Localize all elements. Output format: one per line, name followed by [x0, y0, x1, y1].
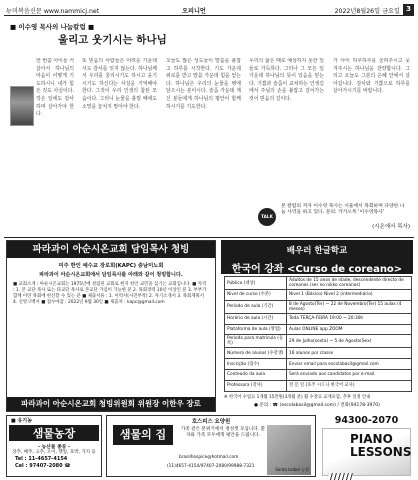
row-value: Adultos de 15 anos de idade, descendente directo de coreanos (ser no nikko coreanos) — [287, 277, 412, 290]
ad-line-1: 미주 한인 예수교 장로회(KAPC) 중남미노회 — [58, 263, 164, 269]
table-row — [225, 300, 412, 313]
table-row — [225, 369, 412, 380]
row-label: Período de aula (기간) — [225, 300, 287, 313]
article-title: 울리고 웃기시는 하나님 — [58, 34, 167, 46]
row-value: Nivel 1 (Básico) Nivel 2 (intermediário) — [287, 290, 412, 301]
ad-footer: 파라과이 아순시온교회 청빙위원회 위원장 이한우 장로 — [7, 397, 215, 411]
ad-line-2: 파라과이 아순시온교회에서 담임목사를 아래와 같이 청빙합니다. — [39, 272, 183, 278]
issue-date: 2022년8월26일 금요일 — [334, 8, 400, 15]
ad-body: ■ 교회소개 : 아순시온교회는 1975년에 설립된 교회로 현지 한인 교민을 섬기는 교회입니다. ■ 자격 : 1. 본 교단 목사 또는 타교단 목사로 본교단 가입이 가능한 분 2. 목회경력 10년 이상인 분 3. 부부가 함께 이민 목회에 헌신할 수 있는 분 ■ 제출서류 : 1. 이력서(사진부착) 2. 자기소개서 3. 목회계획서 4. 신앙고백서 ■ 접수마감 : 2022년 9월 30일 ■ 제출처 : kapc@gmail.com — [13, 282, 207, 306]
piano-phone: 94300-2070 — [334, 415, 399, 426]
piano-label-2: LESSONS — [350, 445, 412, 459]
row-value: 29 de Julho(sexta) ~ 5 de Agosto(Sex) — [287, 335, 412, 348]
article-kicker: ■ 이수영 목사의 나눔칼럼 ■ — [10, 23, 95, 31]
farm-ad — [6, 415, 102, 477]
farm-name: 샘물농장 — [9, 425, 99, 441]
article-column-1 — [8, 58, 74, 236]
article-column-2: 또 믿음의 사람들은 어려운 가운데서도 감사를 잊지 않는다. 하나님께서 우리를 울리시기도 하시고 웃기시기도 하신다는 사실을 기억해야 한다. 그것이 우리 인생의 참된 모습이다. 그러니 눈물을 흘릴 때에도 소망을 놓치지 말아야 한다. — [82, 58, 157, 110]
row-label: Inscrição (접수) — [225, 359, 287, 370]
hospice-photo-caption: Santa Isabel 농장 — [275, 467, 309, 472]
row-value: Enviar email para escolabasil@gmail.com — [287, 359, 412, 370]
section-name: 오피니언 — [182, 8, 206, 15]
table-row — [225, 277, 412, 290]
hospice-ad — [106, 415, 316, 477]
farm-tel: Tel : 11-4657-4154 — [15, 456, 68, 462]
row-value: 8 de Agosto(Ter) ~ 22 de Novembro(Ter) 15 aulas (4 meses) — [287, 300, 412, 313]
piano-label-1: PIANO — [350, 432, 393, 446]
row-value: Aulas ONLINE app ZOOM — [287, 324, 412, 335]
article-byline: (시온에서 목사) — [372, 224, 410, 230]
author-bio: 본 칼럼의 저자 이수영 목사는 서울에서 목회하며 다양한 나눔 사역을 하고 있다. 문의: 카카오톡 '이수영목사' — [281, 204, 405, 216]
farm-cel: Cel : 97407-2080 ☎ — [15, 462, 71, 469]
table-row — [225, 348, 412, 359]
korean-class-ad — [221, 240, 413, 412]
row-value: 전 문 일 (호주 시드니 한국어 교사) — [287, 380, 412, 391]
table-row — [225, 313, 412, 324]
hospice-category: 호스피스 요양원 — [191, 419, 231, 425]
ad-title: 파라과이 아순시온교회 담임목사 청빙 — [7, 241, 215, 258]
hospice-text: 가족 같은 분위기에서 정성껏 모십니다. 환자와 가족 모두에게 평안을 드립니다. — [180, 427, 266, 439]
article-column-5: 가 아이 하루하루를 울려주시고 웃겨주시는 하나님을 찬양합니다. 그리고 오늘도 그분의 은혜 안에서 살아갑니다. 감사와 기쁨으로 하루를 살아가시기를 바랍니다. — [333, 58, 410, 95]
piano-label — [350, 433, 411, 459]
hospice-tel: (11)4657-4154/97407-2080/99988-7321 — [167, 464, 255, 469]
class-info-table — [224, 276, 412, 392]
class-ad-header-2: 한국어 강좌 <Curso de coreano> — [231, 264, 403, 275]
class-ad-note: ※ 한국어 수업료 1개월 15만원(3개월 분) 월 수강료 교재포함, 추후 일정 안내 — [224, 394, 371, 400]
row-label: Público (대상) — [225, 277, 287, 290]
table-row — [225, 324, 412, 335]
article-column-1-text: 한 번쯤 아이들 거 살아서 하나님의 마음이 어떻게 기도하시니 내가 힘든 것도 사실이다. 작은 일에도 감사하며 살아가야 한다. — [36, 58, 74, 118]
site-name: 뉴미복음신문 www.nammicj.net — [6, 8, 100, 15]
table-row — [225, 290, 412, 301]
row-label: Número de alunos (수강생) — [225, 348, 287, 359]
article-column-4: 우리의 삶은 때로 예상하지 못한 일들로 가득하다. 그러나 그 모든 일 가운데 하나님의 뜻이 있음을 믿는다. 기쁨과 슬픔이 교차하는 인생길에서 주님의 손을 붙잡고 걸어가는 것이 믿음의 길이다. — [249, 58, 324, 102]
page-header — [4, 4, 414, 16]
row-label: Período para matrícula (등록) — [225, 335, 287, 348]
farm-category: ■ 유기농 — [11, 418, 32, 424]
piano-ad — [320, 415, 413, 477]
article-column-3: 오늘도 많은 성도들이 말씀을 붙잡고 하루를 시작한다. 기도 가운데 위로를 받고 말씀 가운데 힘을 얻는다. 하나님은 우리의 눈물을 병에 담으시는 분이시다. 슬픔 가운데 계신 분들에게 하나님의 평안이 함께하시기를 기도한다. — [166, 58, 241, 110]
row-label: Conteúdo da aula — [225, 369, 287, 380]
farm-subtitle: - 농산물 종류 - — [37, 445, 71, 450]
table-row — [225, 359, 412, 370]
talk-badge-icon: TALK — [258, 208, 276, 226]
row-value: 16 alunos por classe — [287, 348, 412, 359]
row-value: Toda TERÇA-FEIRA 19:00 ~ 20:30h — [287, 313, 412, 324]
class-ad-contact: ● 문의 : ☎ (escolabasil@gmail.com) / 전화(94178-3970) — [254, 402, 380, 408]
divider — [4, 237, 414, 238]
class-ad-header-1: 배우러 한글학교 — [286, 246, 348, 256]
hospice-name: 샘물의 집 — [113, 425, 173, 445]
row-label: Horário de aula (시간) — [225, 313, 287, 324]
table-row — [225, 380, 412, 391]
author-photo — [10, 86, 34, 126]
farm-products: 상추, 배추, 고추, 오이, 깻잎, 호박, 가지 등 — [12, 450, 96, 455]
table-row — [225, 335, 412, 348]
row-label: Nivel de curso (수준) — [225, 290, 287, 301]
class-ad-header — [221, 240, 413, 274]
row-value: Será enviado aos candidatos por e-mail. — [287, 369, 412, 380]
page-number: 3 — [403, 4, 414, 15]
pastor-recruitment-ad — [6, 240, 216, 412]
hospice-email: brasilhospice@hotmail.com — [179, 455, 239, 460]
piano-keys-icon — [325, 473, 353, 480]
row-label: Professora (강사) — [225, 380, 287, 391]
row-label: Plataforma de aula (방법) — [225, 324, 287, 335]
